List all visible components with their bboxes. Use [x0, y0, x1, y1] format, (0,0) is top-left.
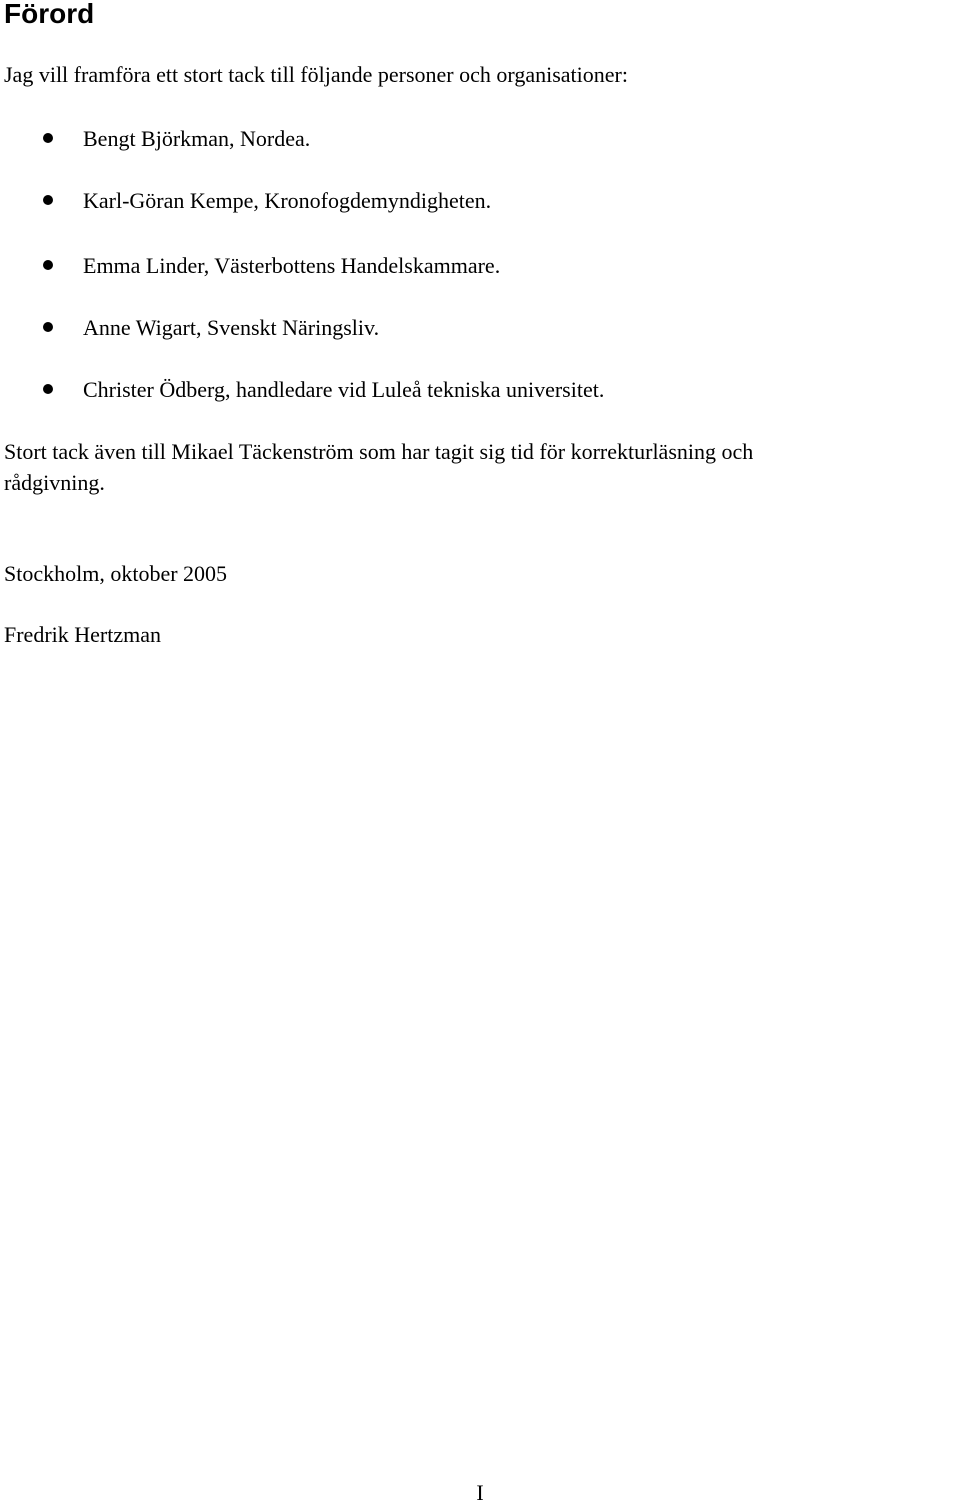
- page-heading: Förord: [4, 0, 95, 29]
- acknowledgement-text: Emma Linder, Västerbottens Handelskammare.: [83, 253, 501, 278]
- place-date: Stockholm, oktober 2005: [4, 561, 228, 586]
- author-name: Fredrik Hertzman: [4, 622, 161, 647]
- list-item: [0, 312, 900, 343]
- list-item: [0, 374, 900, 405]
- acknowledgement-text: Anne Wigart, Svenskt Näringsliv.: [83, 315, 380, 340]
- page-number: I: [476, 1480, 484, 1505]
- acknowledgement-text: Karl-Göran Kempe, Kronofogdemyndigheten.: [83, 188, 492, 213]
- list-item: [0, 123, 900, 154]
- bullet-icon: [43, 260, 53, 270]
- bullet-icon: [43, 384, 53, 394]
- bullet-icon: [43, 195, 53, 205]
- bullet-icon: [43, 133, 53, 143]
- intro-paragraph: Jag vill framföra ett stort tack till följande personer och organisationer:: [4, 62, 628, 87]
- acknowledgement-text: Christer Ödberg, handledare vid Luleå tekniska universitet.: [83, 377, 605, 402]
- list-item: [0, 250, 900, 281]
- acknowledgement-text: Bengt Björkman, Nordea.: [83, 126, 311, 151]
- list-item: [0, 185, 900, 216]
- thanks-paragraph-line2: rådgivning.: [4, 470, 105, 495]
- bullet-icon: [43, 322, 53, 332]
- thanks-paragraph-line1: Stort tack även till Mikael Täckenström som har tagit sig tid för korrekturläsning och: [4, 439, 754, 464]
